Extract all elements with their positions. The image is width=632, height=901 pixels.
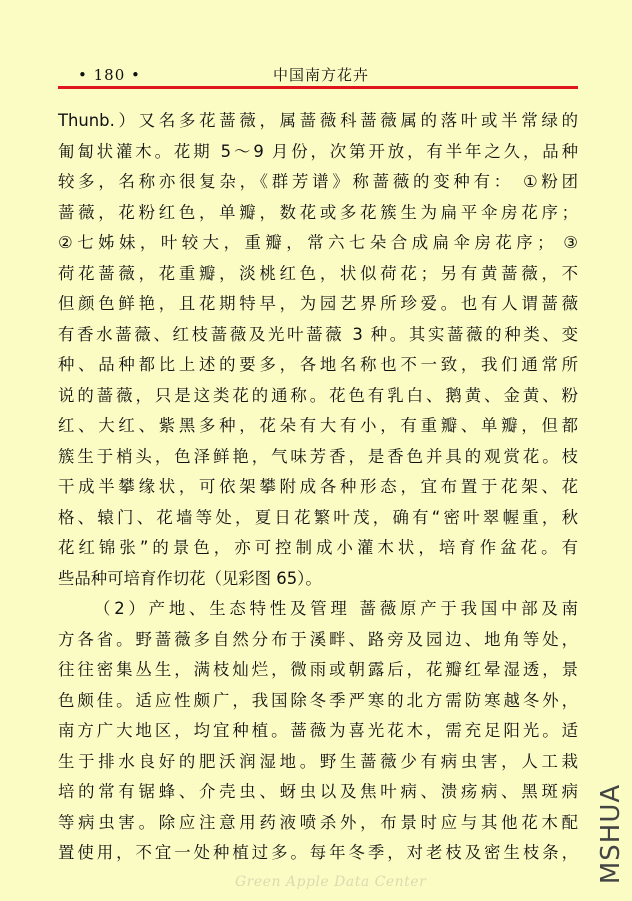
page-header <box>58 62 576 86</box>
text-line: 荷花蔷薇，花重瓣，淡桃红色，状似荷花；另有黄蔷薇，不 <box>58 263 578 283</box>
body-text <box>58 106 578 869</box>
text-line: 有香水蔷薇、红枝蔷薇及光叶蔷薇 3 种。其实蔷薇的种类、变 <box>58 324 578 344</box>
text-line: 较多，名称亦很复杂，《群芳谱》称蔷薇的变种有： ①粉团 <box>58 172 578 191</box>
text-line: 往往密集丛生，满枝灿烂，微雨或朝露后，花瓣红晕湿透，景 <box>58 660 578 679</box>
text-line: 红、大红、紫黑多种，花朵有大有小，有重瓣、单瓣，但都 <box>58 416 578 435</box>
text-line: 培的常有锯蜂、介壳虫、蚜虫以及焦叶病、溃疡病、黑斑病 <box>58 782 578 801</box>
side-watermark-text: MSHUA <box>596 783 626 885</box>
watermark: Green Apple Data Center <box>235 874 427 890</box>
text-line: 花红锦张”的景色，亦可控制成小灌木状，培育作盆花。有 <box>58 538 578 557</box>
text-line: 干成半攀缘状，可依架攀附成各种形态，宜布置于花架、花 <box>58 477 578 496</box>
text-line: 簇生于梢头，色泽鲜艳，气味芳香，是香色并具的观赏花。枝 <box>58 446 578 466</box>
text-line: 置使用，不宜一处种植过多。每年冬季，对老枝及密生枝条， <box>58 843 578 862</box>
page-number: • 180 • <box>78 66 141 84</box>
side-watermark <box>594 783 628 885</box>
text-line: 匍匐状灌木。花期 5～9 月份，次第开放，有半年之久，品种 <box>58 141 578 161</box>
text-line: Thunb.）又名多花蔷薇，属蔷薇科蔷薇属的落叶或半常绿的 <box>58 111 578 130</box>
text-line: ②七姊妹，叶较大，重瓣，常六七朵合成扁伞房花序； ③ <box>58 233 578 252</box>
header-rule <box>58 86 578 89</box>
text-line: 但颜色鲜艳，且花期特早，为园艺界所珍爱。也有人谓蔷薇 <box>58 294 578 313</box>
text-line: 南方广大地区，均宜种植。蔷薇为喜光花木，需充足阳光。适 <box>58 721 578 740</box>
text-line: 格、辕门、花墙等处，夏日花繁叶茂，确有“密叶翠幄重，秋 <box>58 507 578 527</box>
text-line: 生于排水良好的肥沃润湿地。野生蔷薇少有病虫害，人工栽 <box>58 751 578 771</box>
book-title: 中国南方花卉 <box>273 66 370 84</box>
section-heading-line: （2）产地、生态特性及管理 蔷薇原产于我国中部及南 <box>94 599 578 618</box>
text-line: 方各省。野蔷薇多自然分布于溪畔、路旁及园边、地角等处， <box>58 629 578 649</box>
text-line: 蔷薇，花粉红色，单瓣，数花或多花簇生为扁平伞房花序； <box>58 202 578 222</box>
text-line: 种、品种都比上述的要多，各地名称也不一致，我们通常所 <box>58 355 578 374</box>
text-line: 等病虫害。除应注意用药液喷杀外，布景时应与其他花木配 <box>58 812 578 832</box>
text-line: 说的蔷薇，只是这类花的通称。花色有乳白、鹅黄、金黄、粉 <box>58 385 578 405</box>
text-line: 色颇佳。适应性颇广，我国除冬季严寒的北方需防寒越冬外， <box>58 690 578 710</box>
text-line: 些品种可培育作切花（见彩图 65）。 <box>58 568 322 588</box>
